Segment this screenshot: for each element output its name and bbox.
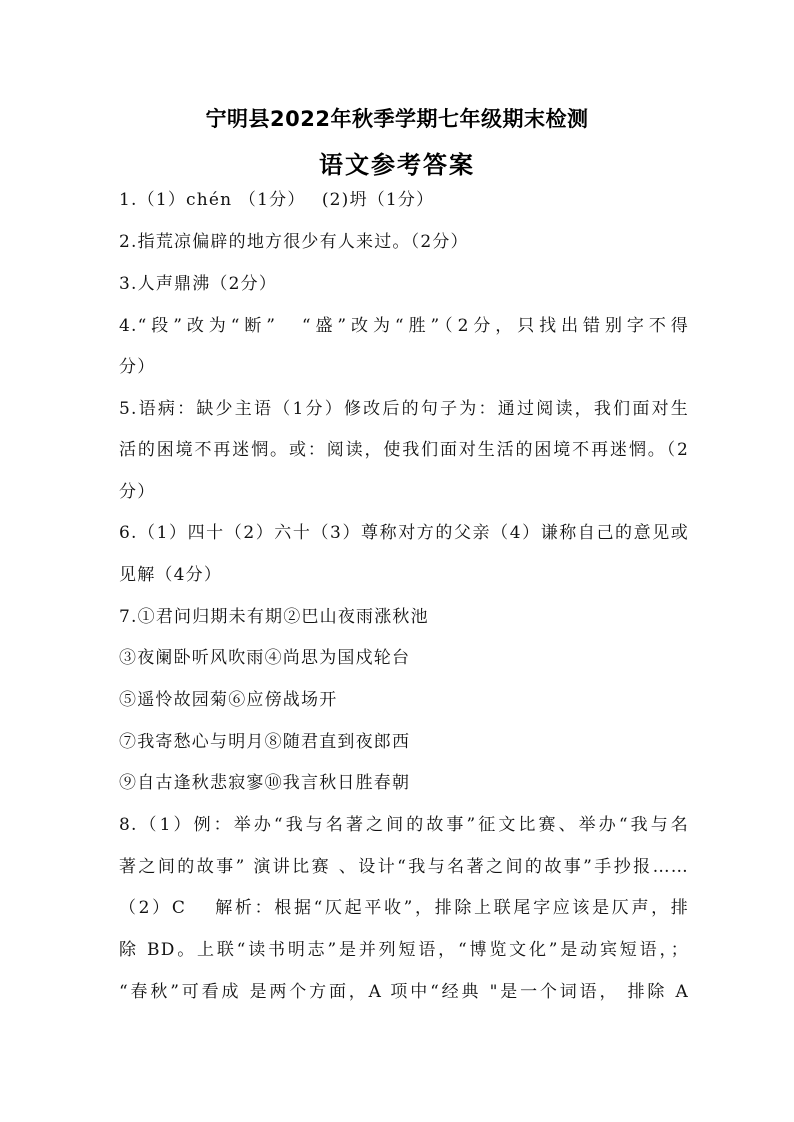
document-subtitle: 语文参考答案: [319, 151, 475, 179]
answer-line: “春秋”可看成 是两个方面，A 项中“经典 "是一个词语， 排除 A: [119, 982, 689, 1002]
answer-line: 著之间的故事” 演讲比赛 、设计“我与名著之间的故事”手抄报……: [119, 857, 689, 877]
answer-line: 5.语病：缺少主语（1分）修改后的句子为：通过阅读，我们面对生: [119, 399, 689, 419]
document-title: 宁明县2022年秋季学期七年级期末检测: [205, 107, 589, 131]
answer-line: 4.“段”改为“断” “盛”改为“胜”（2分，只找出错别字不得: [119, 316, 689, 336]
answer-line: ⑤遥怜故园菊⑥应傍战场开: [119, 690, 338, 710]
answer-line: ⑨自古逢秋悲寂寥⑩我言秋日胜春朝: [119, 773, 411, 793]
answer-line: 7.①君问归期未有期②巴山夜雨涨秋池: [119, 607, 429, 627]
answer-line: 3.人声鼎沸（2分）: [119, 274, 278, 294]
answer-line: 6.（1）四十（2）六十（3）尊称对方的父亲（4）谦称自己的意见或: [119, 523, 689, 543]
answer-line: 见解（4分）: [119, 565, 223, 585]
answer-line: ⑦我寄愁心与明月⑧随君直到夜郎西: [119, 732, 411, 752]
answer-line: （2）C 解析：根据“仄起平收”，排除上联尾字应该是仄声，排: [119, 898, 689, 918]
answer-line: 8.（1）例：举办“我与名著之间的故事”征文比赛、举办“我与名: [119, 815, 689, 835]
answer-line: ③夜阑卧听风吹雨④尚思为国戍轮台: [119, 648, 411, 668]
answer-line: 分）: [119, 357, 156, 377]
answer-line: 分）: [119, 482, 156, 502]
answer-line: 活的困境不再迷惘。或：阅读，使我们面对生活的困境不再迷惘。（2: [119, 440, 689, 460]
answer-line: 2.指荒凉偏辟的地方很少有人来过。（2分）: [119, 232, 469, 252]
answer-line: 除 BD。上联“读书明志”是并列短语，“博览文化”是动宾短语，；: [119, 940, 689, 960]
answer-line: 1.（1）chén （1分） (2)坍（1分）: [119, 190, 435, 210]
